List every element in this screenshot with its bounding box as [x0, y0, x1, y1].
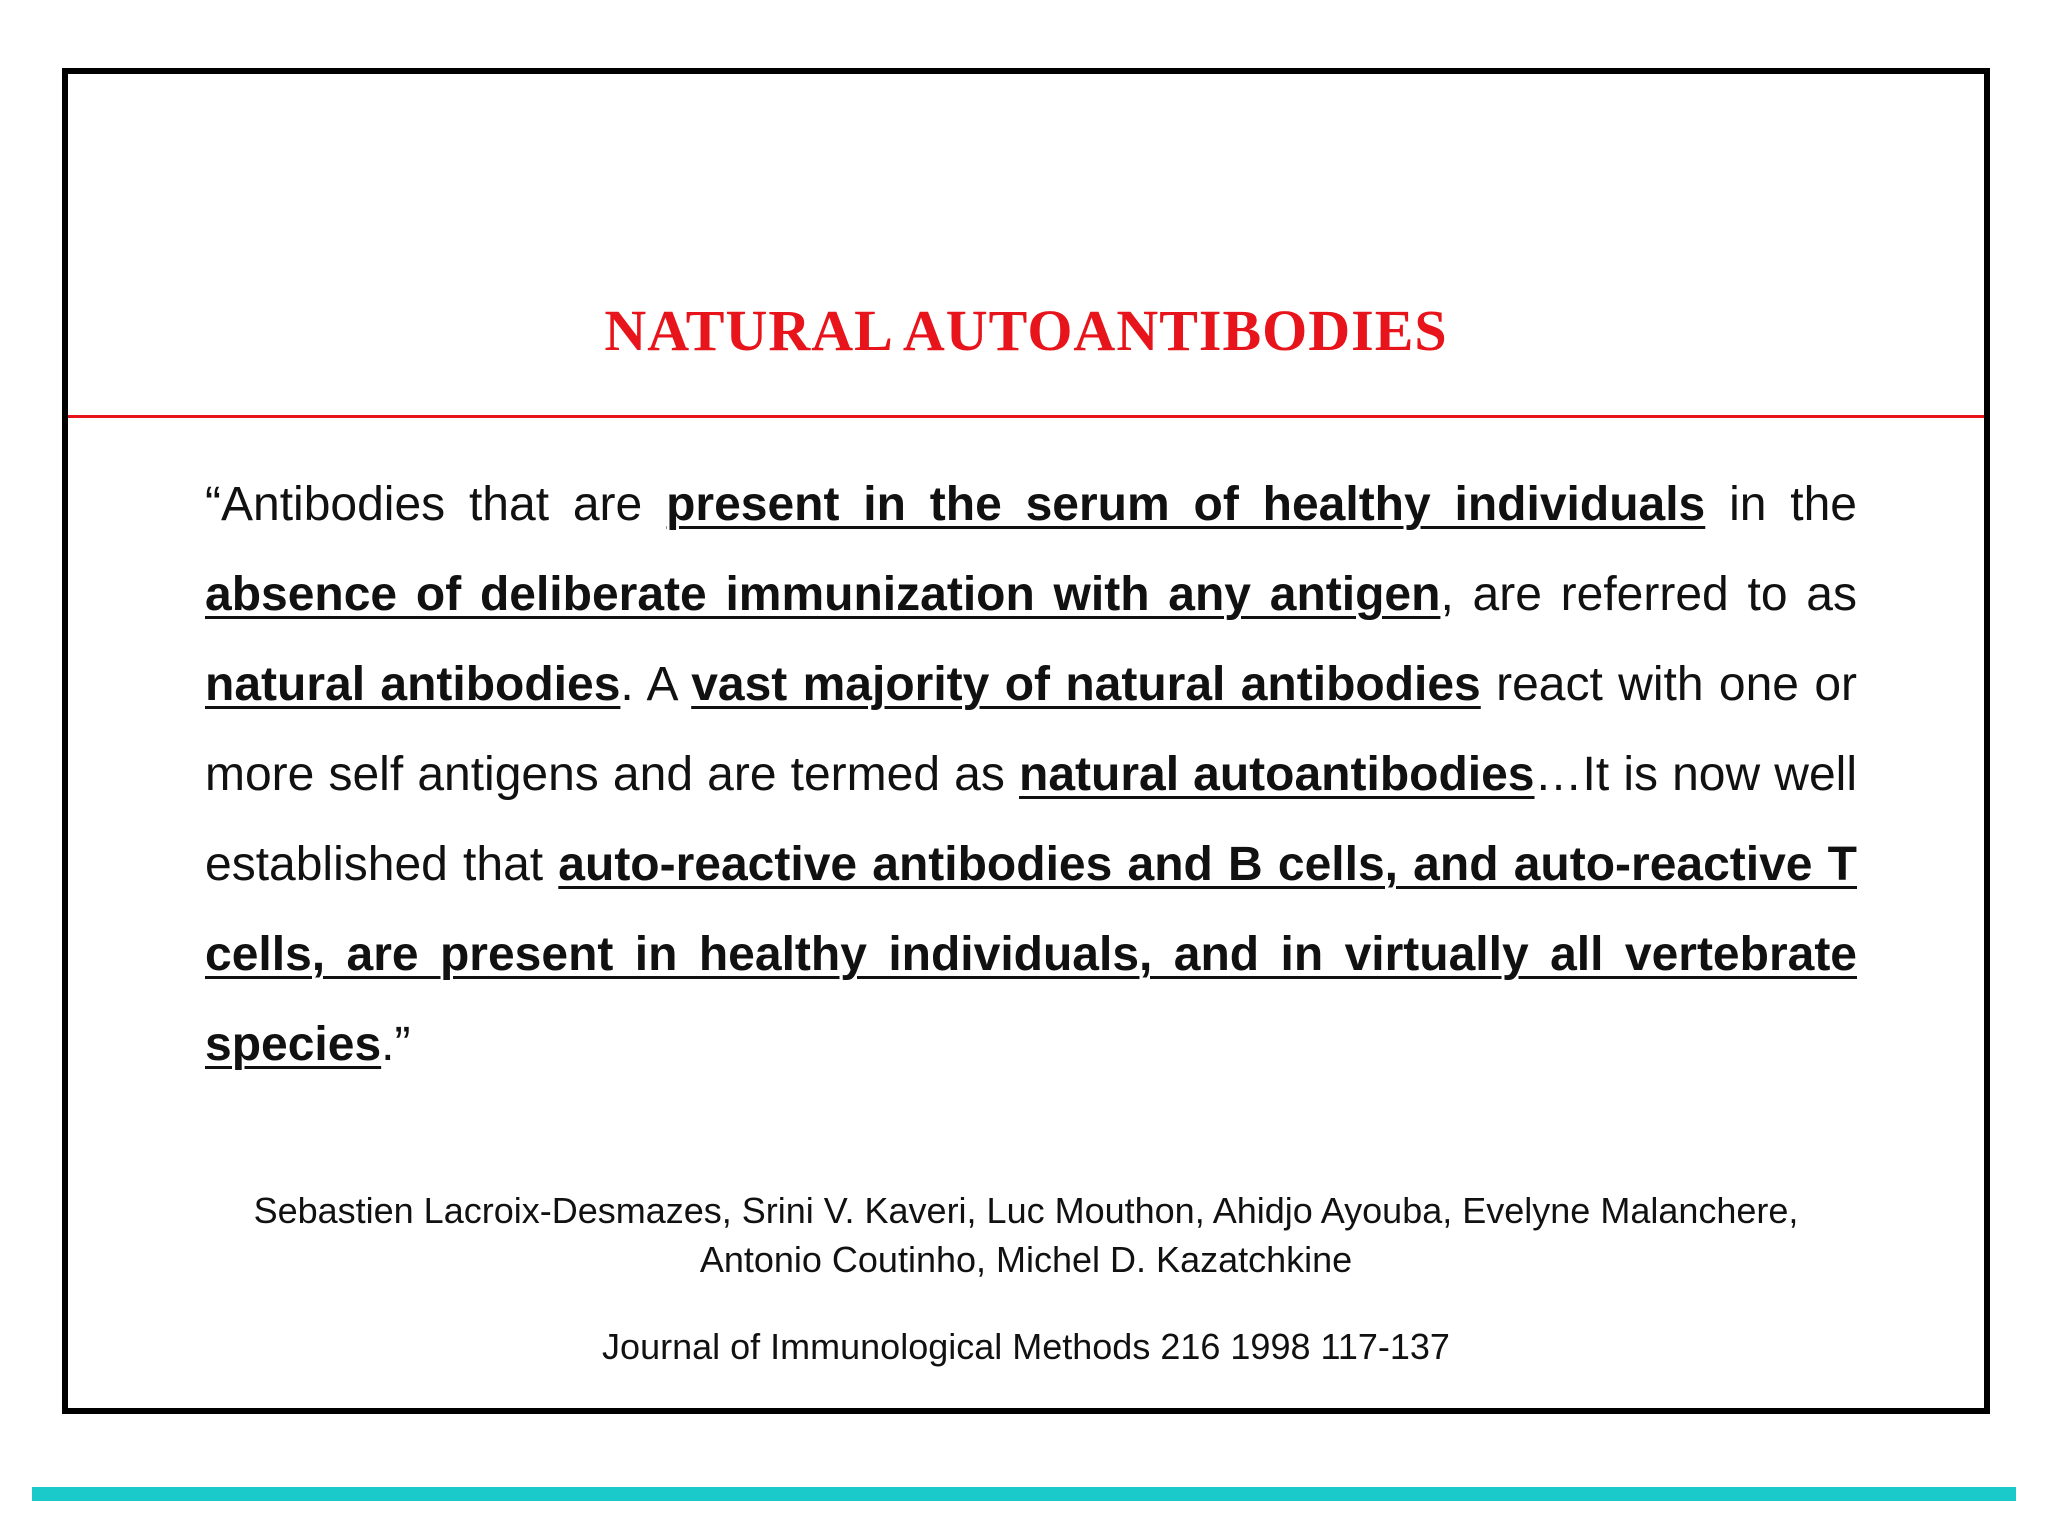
title-divider	[68, 415, 1984, 418]
quote-emphasis: auto-reactive antibodies and B cells, and auto-reactive T cells, are present in healthy individuals, and in virtually all vertebrate species	[205, 838, 1857, 1071]
quote-emphasis: natural antibodies	[205, 658, 621, 711]
citation-journal: Journal of Immunological Methods 216 1998 117-137	[602, 1326, 1450, 1367]
quote-paragraph	[205, 460, 1857, 1090]
quote-text: “Antibodies that are	[205, 478, 667, 531]
quote-emphasis: present in the serum of healthy individuals	[666, 478, 1706, 531]
slide-frame	[62, 68, 1990, 1414]
bottom-accent-bar	[32, 1487, 2016, 1501]
quote-text: in the	[1705, 478, 1857, 531]
slide-title: NATURAL AUTOANTIBODIES	[604, 298, 1448, 363]
quote-text: . A	[620, 658, 692, 711]
citation-authors: Sebastien Lacroix-Desmazes, Srini V. Kaveri, Luc Mouthon, Ahidjo Ayouba, Evelyne Malanchere, Antonio Coutinho, Michel D. Kazatchkine	[253, 1190, 1799, 1280]
quote-text: react with one or more self antigens and are termed as	[205, 658, 1858, 801]
quote-emphasis: vast majority of natural antibodies	[691, 658, 1481, 711]
quote-emphasis: natural autoantibodies	[1019, 748, 1535, 801]
quote-emphasis: absence of deliberate immunization with any antigen	[205, 568, 1441, 621]
quote-text: …It is now well established that	[205, 748, 1857, 891]
quote-text: .”	[381, 1018, 411, 1071]
quote-text: , are referred to as	[1440, 568, 1857, 621]
